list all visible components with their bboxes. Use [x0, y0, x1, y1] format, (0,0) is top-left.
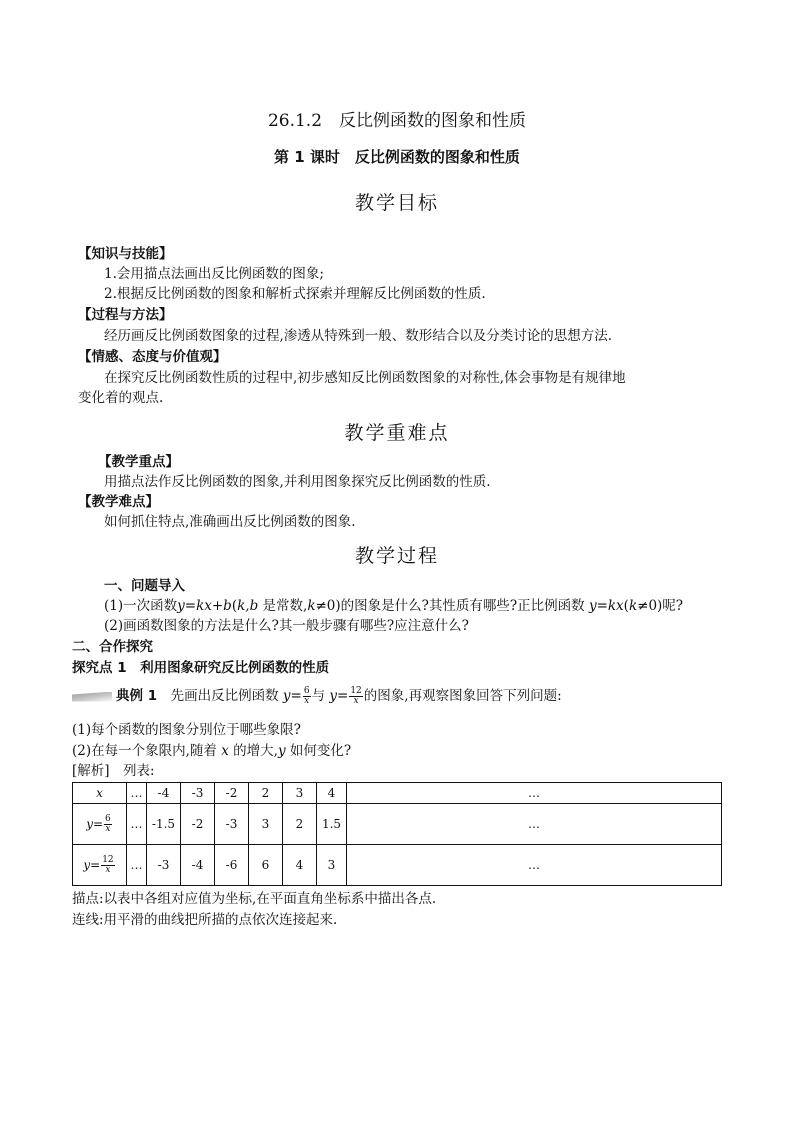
x-cell: 2 — [249, 783, 283, 804]
example-1: 典例 1 先画出反比例函数 y= $\frac{6}{x}$ 与 y= $\frac{12}{x}$ 的图象,再观察图象回答下列问题: — [72, 686, 562, 706]
example-tag-icon — [72, 692, 112, 702]
main-title: 26.1.2 反比例函数的图象和性质 — [267, 111, 527, 131]
x-cell: -4 — [147, 783, 181, 804]
knowledge-item-1: 1.会用描点法画出反比例函数的图象; — [104, 266, 324, 282]
connect-step: 连线:用平滑的曲线把所描的点依次连接起来. — [72, 912, 338, 928]
section-teaching-process: 教学过程 — [354, 545, 439, 567]
explore-heading: 探究点 1 利用图象研究反比例函数的性质 — [72, 660, 330, 676]
y1-cell: -3 — [215, 804, 249, 845]
y2-cell: 3 — [317, 845, 347, 886]
table-row-y2 — [73, 845, 722, 886]
knowledge-heading: 【知识与技能】 — [78, 246, 173, 262]
difficulty-heading: 【教学难点】 — [78, 494, 159, 510]
y1-cell: 2 — [283, 804, 317, 845]
x-cell: -3 — [181, 783, 215, 804]
y2-cell: -3 — [147, 845, 181, 886]
sub-question-2: (2)在每一个象限内,随着 x 的增大,y 如何变化? — [72, 743, 352, 759]
question-1: (1)一次函数y=kx+b(k,b 是常数,k≠0)的图象是什么?其性质有哪些?正比例函数 y=kx(k≠0)呢? — [104, 598, 684, 614]
analysis-label: [解析] 列表: — [72, 763, 155, 779]
y2-cell: -6 — [215, 845, 249, 886]
value-table — [72, 782, 722, 886]
fraction-6-over-x: $\frac{6}{x}$ — [105, 813, 111, 834]
process-method-text: 经历画反比例函数图象的过程,渗透从特殊到一般、数形结合以及分类讨论的思想方法. — [104, 328, 613, 344]
fraction-12-over-x: $\frac{12}{x}$ — [350, 686, 362, 706]
fraction-6-over-x: $\frac{6}{x}$ — [303, 686, 310, 706]
focus-heading: 【教学重点】 — [98, 454, 179, 470]
section-teaching-goals: 教学目标 — [354, 192, 439, 214]
sub-question-1: (1)每个函数的图象分别位于哪些象限? — [72, 722, 301, 738]
emotion-text-1: 在探究反比例函数性质的过程中,初步感知反比例函数图象的对称性,体会事物是有规律地 — [104, 370, 626, 386]
part1-heading: 一、问题导入 — [104, 578, 185, 594]
difficulty-text: 如何抓住特点,准确画出反比例函数的图象. — [104, 514, 356, 530]
ellipsis-cell: … — [127, 804, 147, 845]
table-row-y1 — [73, 804, 722, 845]
y1-header: y= $\frac{6}{x}$ — [73, 804, 127, 845]
ellipsis-cell: … — [347, 845, 722, 886]
y2-cell: -4 — [181, 845, 215, 886]
plot-step: 描点:以表中各组对应值为坐标,在平面直角坐标系中描出各点. — [72, 891, 437, 907]
process-method-heading: 【过程与方法】 — [78, 307, 173, 323]
x-cell: 4 — [317, 783, 347, 804]
table-row-x — [73, 783, 722, 804]
lesson-title: 第 1 课时 反比例函数的图象和性质 — [274, 148, 520, 166]
y1-cell: 1.5 — [317, 804, 347, 845]
ellipsis-cell: … — [127, 845, 147, 886]
emotion-text-2: 变化着的观点. — [78, 390, 164, 406]
x-header: x — [73, 783, 127, 804]
section-key-points: 教学重难点 — [344, 422, 450, 444]
focus-text: 用描点法作反比例函数的图象,并利用图象探究反比例函数的性质. — [104, 474, 491, 490]
y2-header: y= $\frac{12}{x}$ — [73, 845, 127, 886]
emotion-heading: 【情感、态度与价值观】 — [78, 349, 227, 365]
y2-cell: 4 — [283, 845, 317, 886]
part2-heading: 二、合作探究 — [72, 639, 153, 655]
ellipsis-cell: … — [127, 783, 147, 804]
fraction-12-over-x: $\frac{12}{x}$ — [102, 854, 114, 875]
y2-cell: 6 — [249, 845, 283, 886]
question-2: (2)画函数图象的方法是什么?其一般步骤有哪些?应注意什么? — [104, 618, 469, 634]
x-cell: 3 — [283, 783, 317, 804]
y1-cell: -2 — [181, 804, 215, 845]
knowledge-item-2: 2.根据反比例函数的图象和解析式探索并理解反比例函数的性质. — [104, 286, 486, 302]
y1-cell: -1.5 — [147, 804, 181, 845]
y1-cell: 3 — [249, 804, 283, 845]
ellipsis-cell: … — [347, 783, 722, 804]
x-cell: -2 — [215, 783, 249, 804]
ellipsis-cell: … — [347, 804, 722, 845]
